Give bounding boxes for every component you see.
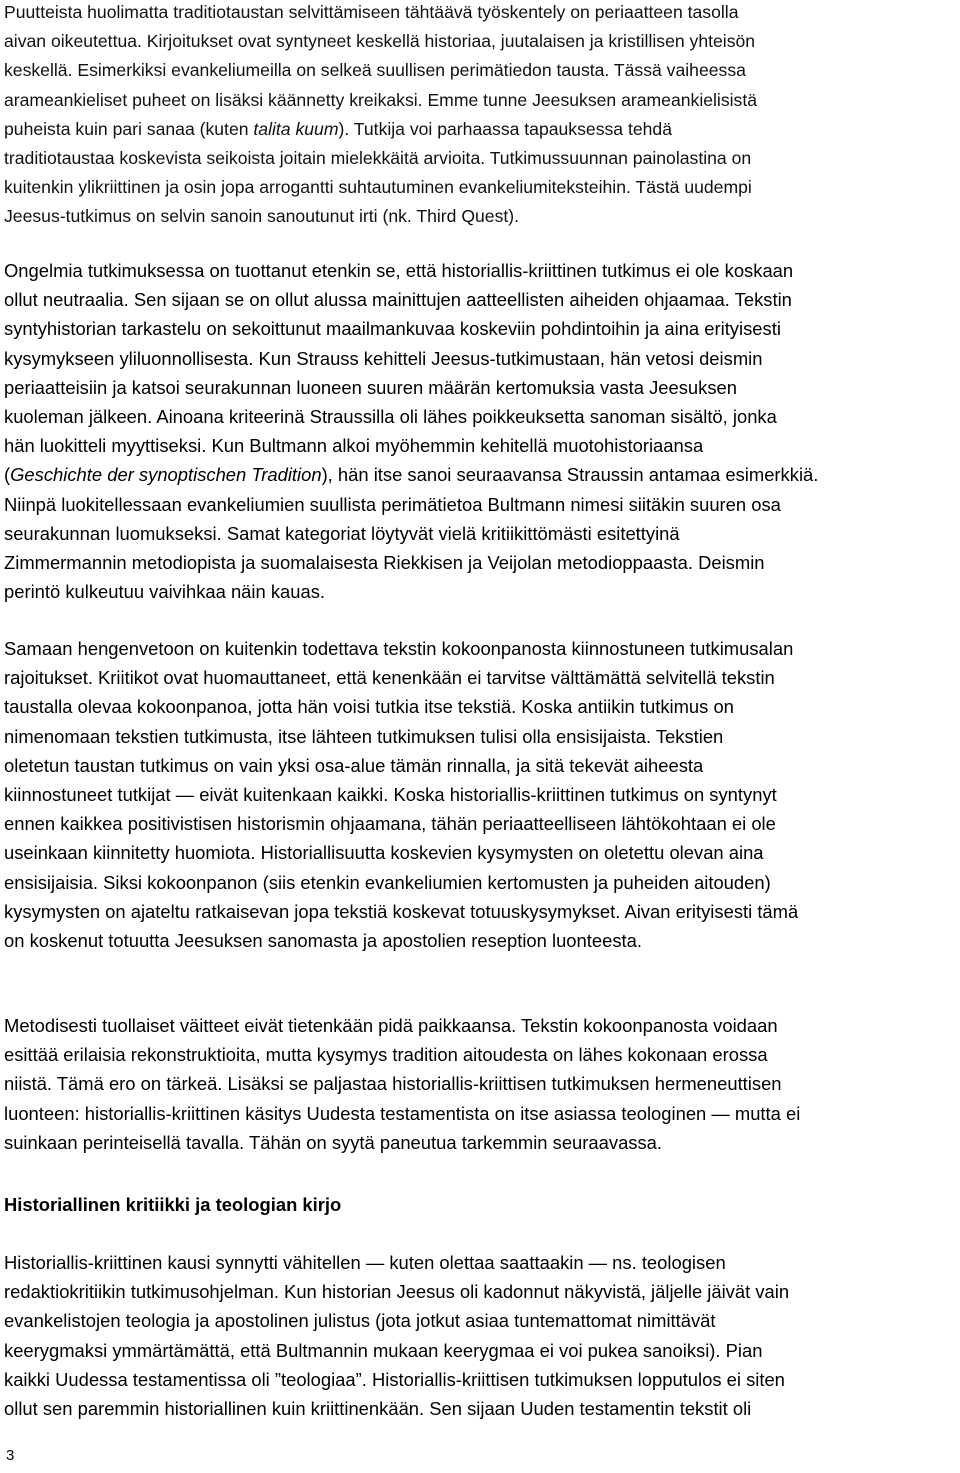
text-line: keerygmaksi ymmärtämättä, että Bultmannin mukaan keerygmaa ei voi pukea sanoiksi). Pian	[4, 1339, 763, 1361]
text-line: esittää erilaisia rekonstruktioita, mutta kysymys tradition aitoudesta on lähes kokonaan erossa	[4, 1044, 768, 1066]
paragraph-2	[4, 256, 958, 606]
page-number: 3	[6, 1447, 15, 1464]
section-heading: Historiallinen kritiikki ja teologian kirjo	[4, 1194, 342, 1215]
text-line: traditiotaustaa koskevista seikoista joitain mielekkäitä arvioita. Tutkimussuunnan painolastina on	[4, 147, 752, 168]
text-line: suinkaan perinteisellä tavalla. Tähän on syytä paneutua tarkemmin seuraavassa.	[4, 1131, 663, 1153]
text-line: kiinnostuneet tutkijat — eivät kuitenkaan kaikki. Koska historiallis-kriittinen tutkimus on syntynyt	[4, 783, 777, 805]
text-line: Niinpä luokitellessaan evankeliumien suullista perimätietoa Bultmann nimesi siitäkin suuren osa	[4, 493, 781, 515]
text-line: oletetun taustan tutkimus on vain yksi osa-alue tämän rinnalla, ja sitä tekevät aiheesta	[4, 754, 704, 776]
text-line: kuitenkin ylikriittinen ja osin jopa arrogantti suhtautuminen evankeliumiteksteihin. Tästä uudempi	[4, 177, 752, 198]
text-line: evankelistojen teologia ja apostolinen julistus (jota jotkut asiaa tuntemattomat nimittävät	[4, 1310, 716, 1332]
text-line: nimenomaan tekstien tutkimusta, itse lähteen tutkimuksen tulisi olla ensisijaista. Tekstien	[4, 725, 724, 747]
text-line: ollut neutraalia. Sen sijaan se on ollut alussa mainittujen aatteellisten aiheiden ohjaamaa. Tekstin	[4, 289, 792, 311]
text-line: niistä. Tämä ero on tärkeä. Lisäksi se paljastaa historiallis-kriittisen tutkimuksen hermeneuttisen	[4, 1073, 782, 1095]
text-line: puheista kuin pari sanaa (kuten talita kuum). Tutkija voi parhaassa tapauksessa tehdä	[4, 118, 672, 139]
text-line: Metodisesti tuollaiset väitteet eivät tietenkään pidä paikkaansa. Tekstin kokoonpanosta voidaan	[4, 1015, 778, 1036]
text-line: syntyhistorian tarkastelu on sekoittunut maailmankuvaa koskeviin pohdintoihin ja aina erityisesti	[4, 318, 781, 340]
text-line: kaikki Uudessa testamentissa oli ”teologiaa”. Historiallis-kriittisen tutkimuksen lopputulos ei siten	[4, 1368, 785, 1390]
text-line: Samaan hengenvetoon on kuitenkin todettava tekstin kokoonpanosta kiinnostuneen tutkimusalan	[4, 638, 794, 659]
text-line: perintö kulkeutuu vaivihkaa näin kauas.	[4, 581, 326, 603]
text-line: luonteen: historiallis-kriittinen käsitys Uudesta testamentista on itse asiassa teologinen — mutta ei	[4, 1102, 801, 1124]
italic-term: talita kuum	[253, 118, 339, 139]
text-line: Puutteista huolimatta traditiotaustan selvittämiseen tähtäävä työskentely on periaatteen tasolla	[4, 2, 739, 22]
italic-term: Geschichte der synoptischen Tradition	[10, 464, 322, 486]
paragraph-5	[4, 1248, 958, 1423]
text-line: taustalla olevaa kokoonpanoa, jotta hän voisi tutkia itse tekstiä. Koska antiikin tutkimus on	[4, 696, 734, 718]
text-line: seurakunnan luomukseksi. Samat kategoriat löytyvät vielä kritiikittömästi esitettyinä	[4, 522, 680, 544]
paragraph-4	[4, 1011, 958, 1157]
text-line: aivan oikeutettua. Kirjoitukset ovat syntyneet keskellä historiaa, juutalaisen ja kristillisen yhteisön	[4, 31, 756, 52]
text-line: kuoleman jälkeen. Ainoana kriteerinä Straussilla oli lähes poikkeuksetta sanoman sisältö, jonka	[4, 405, 777, 427]
text-line: (Geschichte der synoptischen Tradition), hän itse sanoi seuraavansa Straussin antamaa esimerkkiä.	[4, 464, 819, 486]
text-line: hän luokitteli myyttiseksi. Kun Bultmann alkoi myöhemmin kehitellä muotohistoriaansa	[4, 435, 704, 457]
text-line: ensisijaisia. Siksi kokoonpanon (siis etenkin evankeliumien kertomusten ja puheiden aitouden)	[4, 871, 771, 893]
text-line: ollut sen paremmin historiallinen kuin kriittinenkään. Sen sijaan Uuden testamentin tekstit oli	[4, 1397, 752, 1419]
text-line: ennen kaikkea positivistisen historismin ohjaamana, tähän periaatteelliseen lähtökohtaan ei ole	[4, 813, 776, 835]
text-line: redaktiokritiikin tutkimusohjelman. Kun historian Jeesus oli kadonnut näkyvistä, jäljelle jäivät vain	[4, 1281, 790, 1303]
text-line: on koskenut totuutta Jeesuksen sanomasta ja apostolien reseption luonteesta.	[4, 929, 642, 951]
text-line: useinkaan kiinnitetty huomiota. Historiallisuutta koskevien kysymysten on oletettu olevan aina	[4, 842, 764, 864]
paragraph-1	[4, 0, 958, 232]
text-line: keskellä. Esimerkiksi evankeliumeilla on selkeä suullisen perimätiedon tausta. Tässä vaiheessa	[4, 60, 746, 81]
text-line: Jeesus-tutkimus on selvin sanoin sanoutunut irti (nk. Third Quest).	[4, 206, 520, 227]
text-line: kysymykseen yliluonnollisesta. Kun Strauss kehitteli Jeesus-tutkimustaan, hän vetosi deismin	[4, 347, 763, 369]
text-line: rajoitukset. Kriitikot ovat huomauttaneet, että kenenkään ei tarvitse välttämättä selvitellä tekstin	[4, 667, 775, 689]
text-line: kysymysten on ajateltu ratkaisevan jopa tekstiä koskevat totuuskysymykset. Aivan erityisesti tämä	[4, 900, 799, 922]
text-line: Zimmermannin metodiopista ja suomalaisesta Riekkisen ja Veijolan metodioppaasta. Deismin	[4, 551, 765, 573]
text-line: periaatteisiin ja katsoi seurakunnan luoneen suuren määrän kertomuksia vasta Jeesuksen	[4, 376, 737, 398]
text-line: Ongelmia tutkimuksessa on tuottanut etenkin se, että historiallis-kriittinen tutkimus ei ole koskaan	[4, 260, 794, 281]
text-line: arameankieliset puheet on lisäksi käännetty kreikaksi. Emme tunne Jeesuksen arameankielisistä	[4, 89, 758, 110]
text-line: Historiallis-kriittinen kausi synnytti vähitellen — kuten olettaa saattaakin — ns. teologisen	[4, 1252, 726, 1273]
paragraph-3	[4, 634, 958, 955]
